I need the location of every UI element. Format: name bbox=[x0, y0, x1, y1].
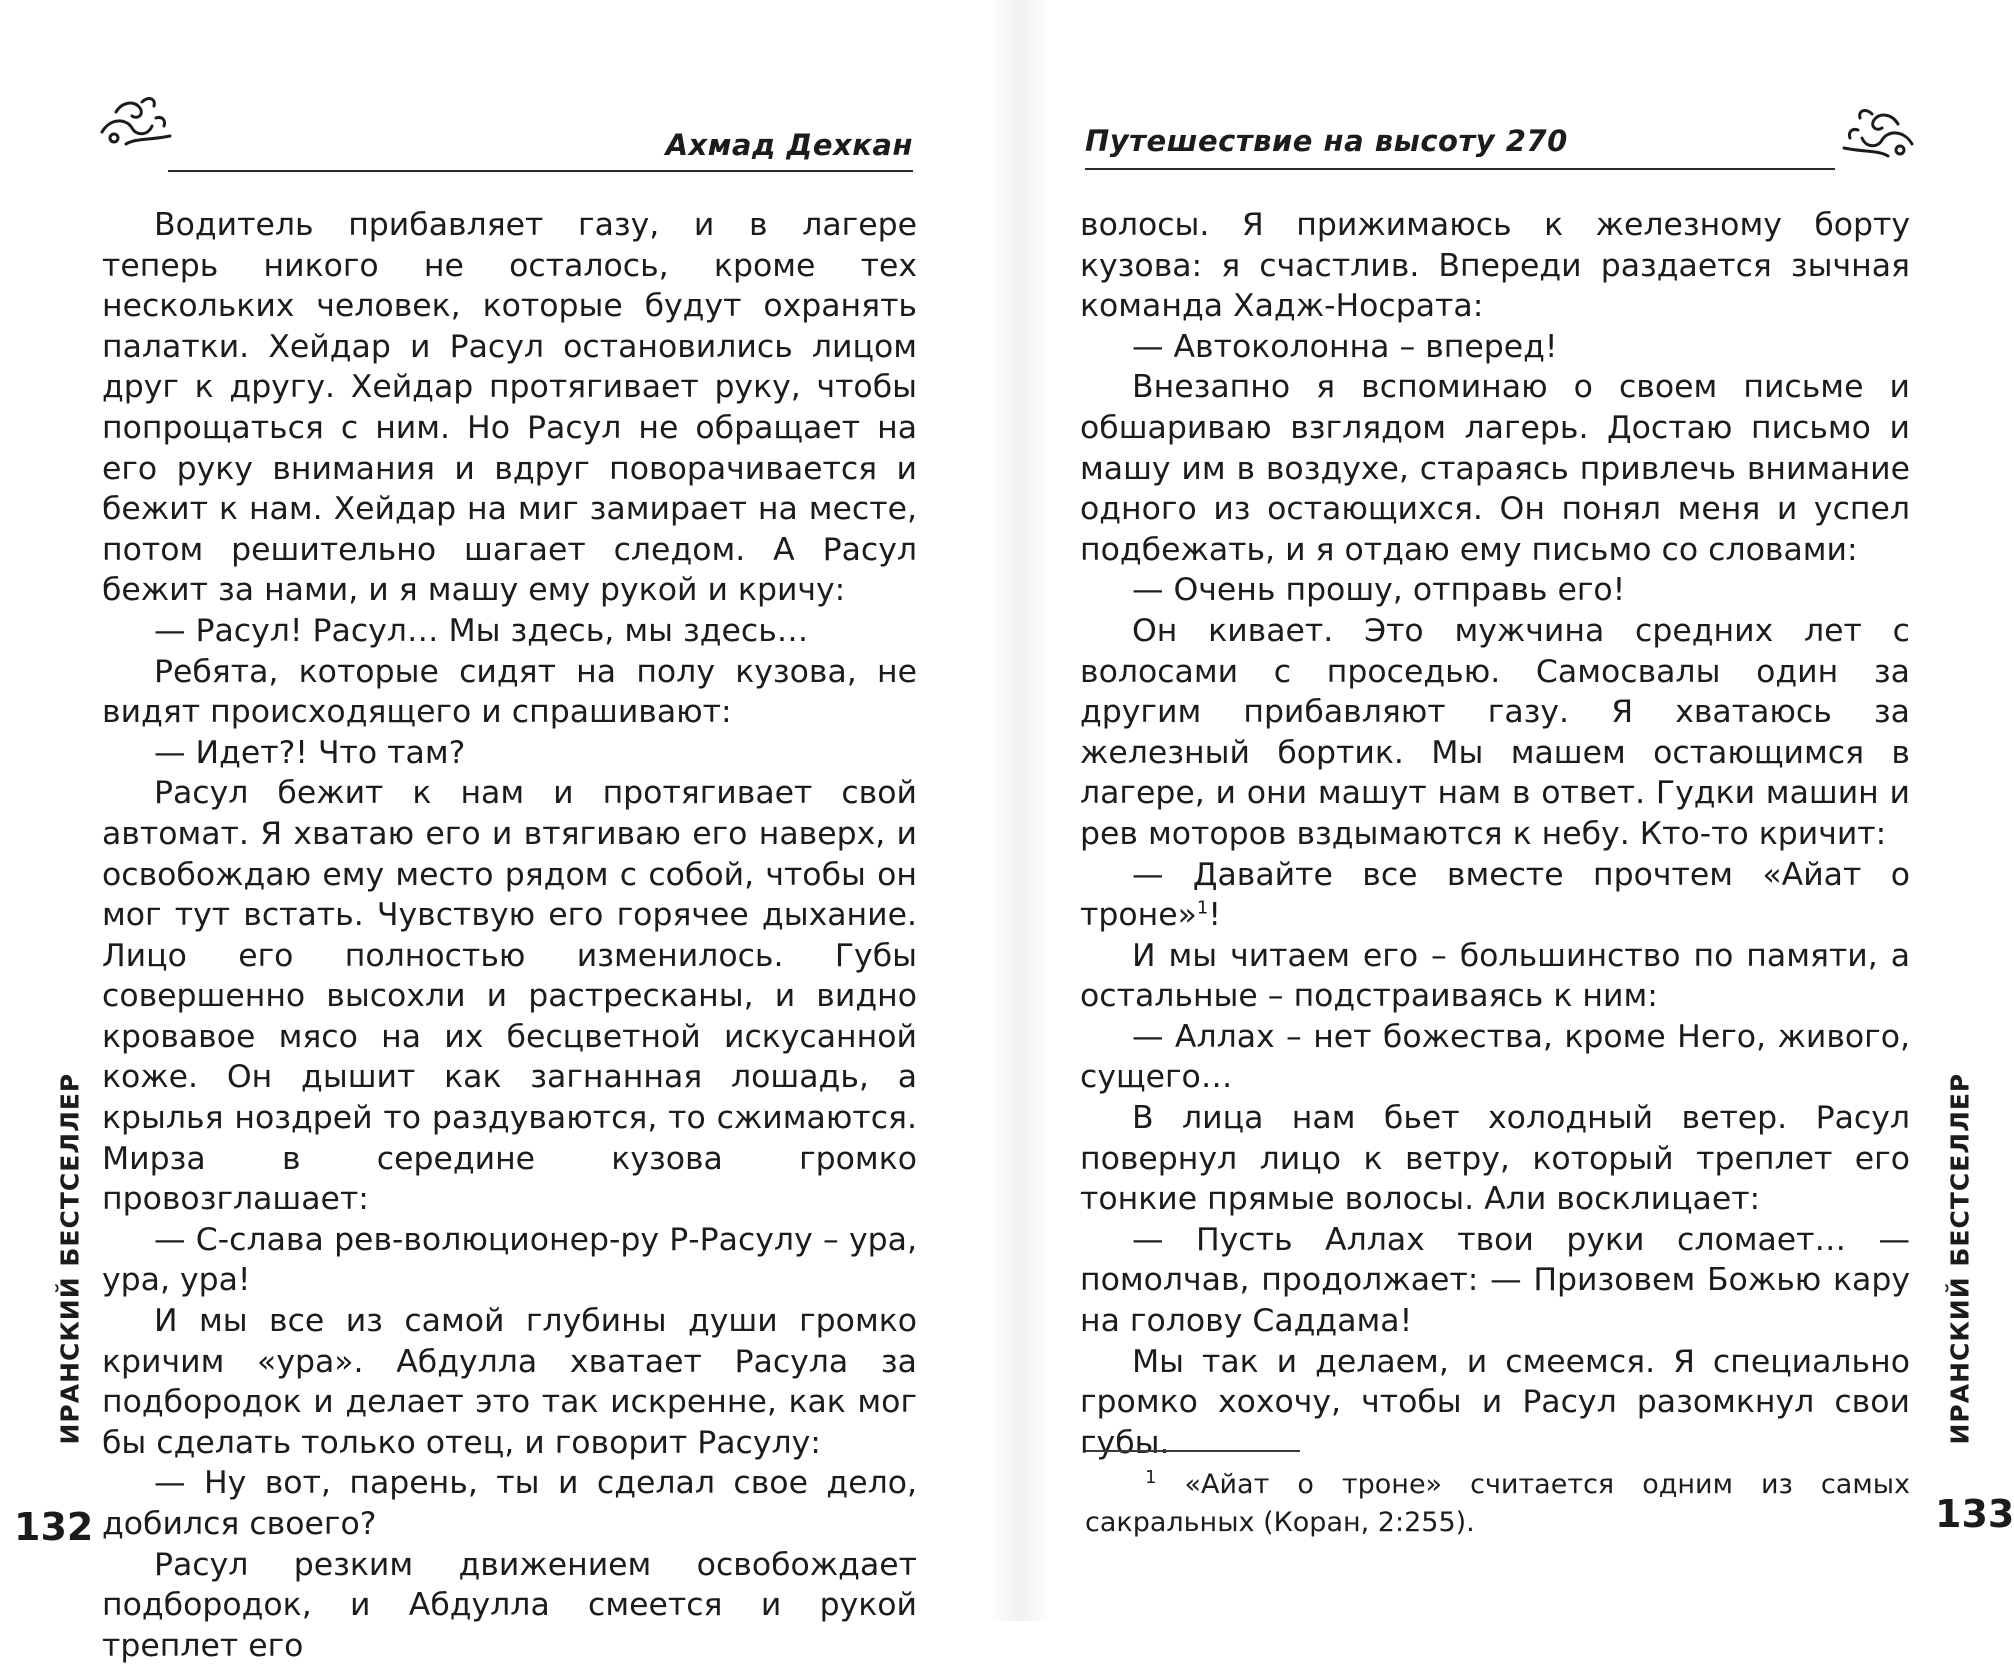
paragraph-with-footnote bbox=[1080, 855, 1910, 936]
footnote-marker: 1 bbox=[1196, 897, 1209, 919]
series-label-right: ИРАНСКИЙ БЕСТСЕЛЛЕР bbox=[1945, 1072, 1975, 1445]
series-label-left: ИРАНСКИЙ БЕСТСЕЛЛЕР bbox=[55, 1072, 85, 1445]
paragraph: — Очень прошу, отправь его! bbox=[1132, 572, 1626, 609]
quote-line: — Давайте все вместе прочтем «Айат о троне» bbox=[1080, 856, 1910, 934]
paragraph: — Идет?! Что там? bbox=[154, 734, 466, 771]
paragraph: — Аллах – нет божества, кроме Него, живого, сущего… bbox=[1080, 1018, 1910, 1096]
paragraph: Он кивает. Это мужчина средних лет с волосами с проседью. Самосвалы один за другим прибавляют газу. Я хватаюсь за железный бортик. Мы машем остающимся в лагере, и они машут нам в ответ. Гудки машин и рев моторов вздымаются к небу. Кто-то кричит: bbox=[1080, 612, 1910, 852]
page-number-right: 133 bbox=[1935, 1492, 2014, 1536]
page-header-left bbox=[168, 110, 913, 172]
quote-tail: ! bbox=[1208, 897, 1221, 934]
header-author: Ахмад Дехкан bbox=[665, 128, 913, 162]
paragraph: — Автоколонна – вперед! bbox=[1132, 328, 1558, 365]
paragraph: — Ну вот, парень, ты и сделал свое дело, добился своего? bbox=[102, 1465, 917, 1542]
paragraph: Расул резким движением освобождает подбородок, и Абдулла смеется и рукой треплет его bbox=[102, 1546, 917, 1664]
paragraph: Ребята, которые сидят на полу кузова, не видят происходящего и спрашивают: bbox=[102, 653, 917, 731]
paragraph: Внезапно я вспоминаю о своем письме и обшариваю взглядом лагерь. Достаю письмо и машу им в воздухе, стараясь привлечь внимание одного из остающихся. Он понял меня и успел подбежать, и я отдаю ему письмо со словами: bbox=[1080, 369, 1910, 568]
paragraph: — С-слава рев-волюционер-ру Р-Расулу – ура, ура, ура! bbox=[102, 1221, 917, 1299]
book-gutter bbox=[990, 0, 1050, 1621]
ornament-icon bbox=[96, 88, 176, 158]
page-number-left: 132 bbox=[14, 1505, 94, 1549]
footnote-number: 1 bbox=[1145, 1467, 1157, 1488]
page-header-right bbox=[1085, 108, 1835, 170]
footnote-text: «Айат о троне» считается одним из самых сакральных (Коран, 2:255). bbox=[1085, 1469, 1910, 1538]
paragraph: И мы читаем его – большинство по памяти, а остальные – подстраиваясь к ним: bbox=[1080, 937, 1910, 1015]
footnote-divider bbox=[1085, 1450, 1300, 1452]
paragraph: В лица нам бьет холодный ветер. Расул повернул лицо к ветру, который треплет его тонкие прямые волосы. Али восклицает: bbox=[1080, 1100, 1910, 1218]
paragraph: — Пусть Аллах твои руки сломает… — помолчав, продолжает: — Призовем Божью кару на голову Саддама! bbox=[1080, 1221, 1910, 1340]
paragraph: Водитель прибавляет газу, и в лагере теперь никого не осталось, кроме тех нескольких человек, которые будут охранять палатки. Хейдар и Расул остановились лицом друг к другу. Хейдар протягивает руку, чтобы попрощаться с ним. Но Расул не обращает на его руку внимания и вдруг поворачивается и бежит к нам. Хейдар на миг замирает на месте, потом решительно шагает следом. А Расул бежит за нами, и я машу ему рукой и кричу: bbox=[102, 207, 917, 609]
header-title: Путешествие на высоту 270 bbox=[1085, 124, 1568, 158]
right-page-body bbox=[1080, 205, 1910, 1463]
paragraph: — Расул! Расул… Мы здесь, мы здесь… bbox=[154, 612, 809, 649]
paragraph: Расул бежит к нам и протягивает свой автомат. Я хватаю его и втягиваю его наверх, и освобождаю ему место рядом с собой, чтобы он мог тут встать. Чувствую его горячее дыхание. Лицо его полностью изменилось. Губы совершенно высохли и растресканы, и видно кровавое мясо на их бесцветной искусанной коже. Он дышит как загнанная лошадь, а крылья ноздрей то раздуваются, то сжимаются. Мирза в середине кузова громко провозглашает: bbox=[102, 775, 917, 1218]
paragraph: И мы все из самой глубины души громко кричим «ура». Абдулла хватает Расула за подбородок и делает это так искренне, как мог бы сделать только отец, и говорит Расулу: bbox=[102, 1303, 917, 1461]
footnote bbox=[1085, 1466, 1910, 1542]
ornament-icon bbox=[1838, 100, 1918, 170]
left-page-body bbox=[102, 205, 917, 1666]
paragraph: волосы. Я прижимаюсь к железному борту кузова: я счастлив. Впереди раздается зычная команда Хадж-Носрата: bbox=[1080, 207, 1910, 325]
paragraph: Мы так и делаем, и смеемся. Я специально громко хохочу, чтобы и Расул разомкнул свои губы. bbox=[1080, 1343, 1910, 1461]
